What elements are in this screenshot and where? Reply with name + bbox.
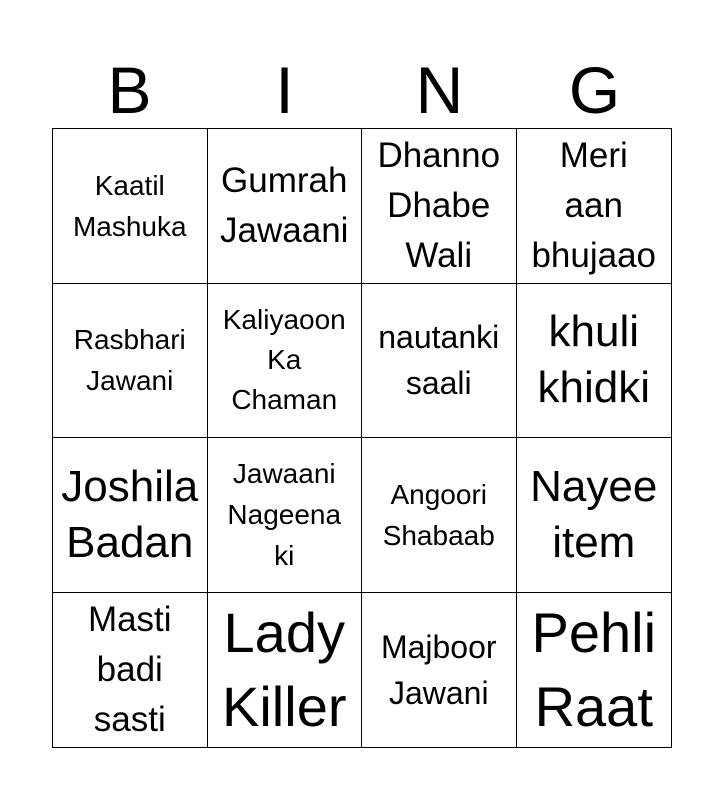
cell-label: Gumrah Jawaani — [220, 160, 349, 250]
bingo-cell[interactable] — [53, 438, 208, 593]
cell-label: Meri aan bhujaao — [531, 135, 657, 275]
bingo-cell[interactable] — [53, 593, 208, 748]
bingo-cell[interactable] — [362, 284, 517, 439]
header-letter-i: I — [275, 53, 294, 127]
bingo-cell[interactable] — [362, 593, 517, 748]
bingo-header — [52, 52, 672, 128]
cell-label: Rasbhari Jawani — [73, 324, 186, 397]
bingo-cell[interactable] — [362, 129, 517, 284]
cell-label: Nayee item — [530, 461, 658, 567]
cell-label: Angoori Shabaab — [382, 478, 495, 551]
bingo-cell[interactable] — [53, 129, 208, 284]
cell-label: nautanki saali — [378, 319, 500, 402]
cell-label: Kaliyaoon Ka Chaman — [222, 304, 346, 416]
cell-label: Jawaani Nageena ki — [227, 458, 342, 572]
cell-label: Joshila Badan — [61, 461, 199, 567]
bingo-cell[interactable] — [208, 593, 363, 748]
cell-label: khuli khidki — [537, 307, 650, 413]
bingo-cell[interactable] — [517, 438, 672, 593]
header-letter-n: N — [415, 53, 464, 127]
bingo-cell[interactable] — [517, 284, 672, 439]
bingo-cell[interactable] — [362, 438, 517, 593]
bingo-cell[interactable] — [208, 438, 363, 593]
cell-label: Dhanno Dhabe Wali — [377, 135, 501, 275]
bingo-cell[interactable] — [517, 129, 672, 284]
bingo-cell[interactable] — [53, 284, 208, 439]
cell-label: Lady Killer — [222, 600, 347, 738]
bingo-board — [52, 128, 672, 748]
header-letter-g: G — [568, 53, 621, 127]
cell-label: Pehli Raat — [531, 600, 657, 738]
cell-label: Kaatil Mashuka — [72, 169, 187, 242]
cell-label: Majboor Jawani — [380, 628, 497, 711]
bingo-cell[interactable] — [517, 593, 672, 748]
cell-label: Masti badi sasti — [87, 599, 172, 739]
header-letter-b: B — [107, 53, 152, 127]
bingo-cell[interactable] — [208, 129, 363, 284]
bingo-cell[interactable] — [208, 284, 363, 439]
